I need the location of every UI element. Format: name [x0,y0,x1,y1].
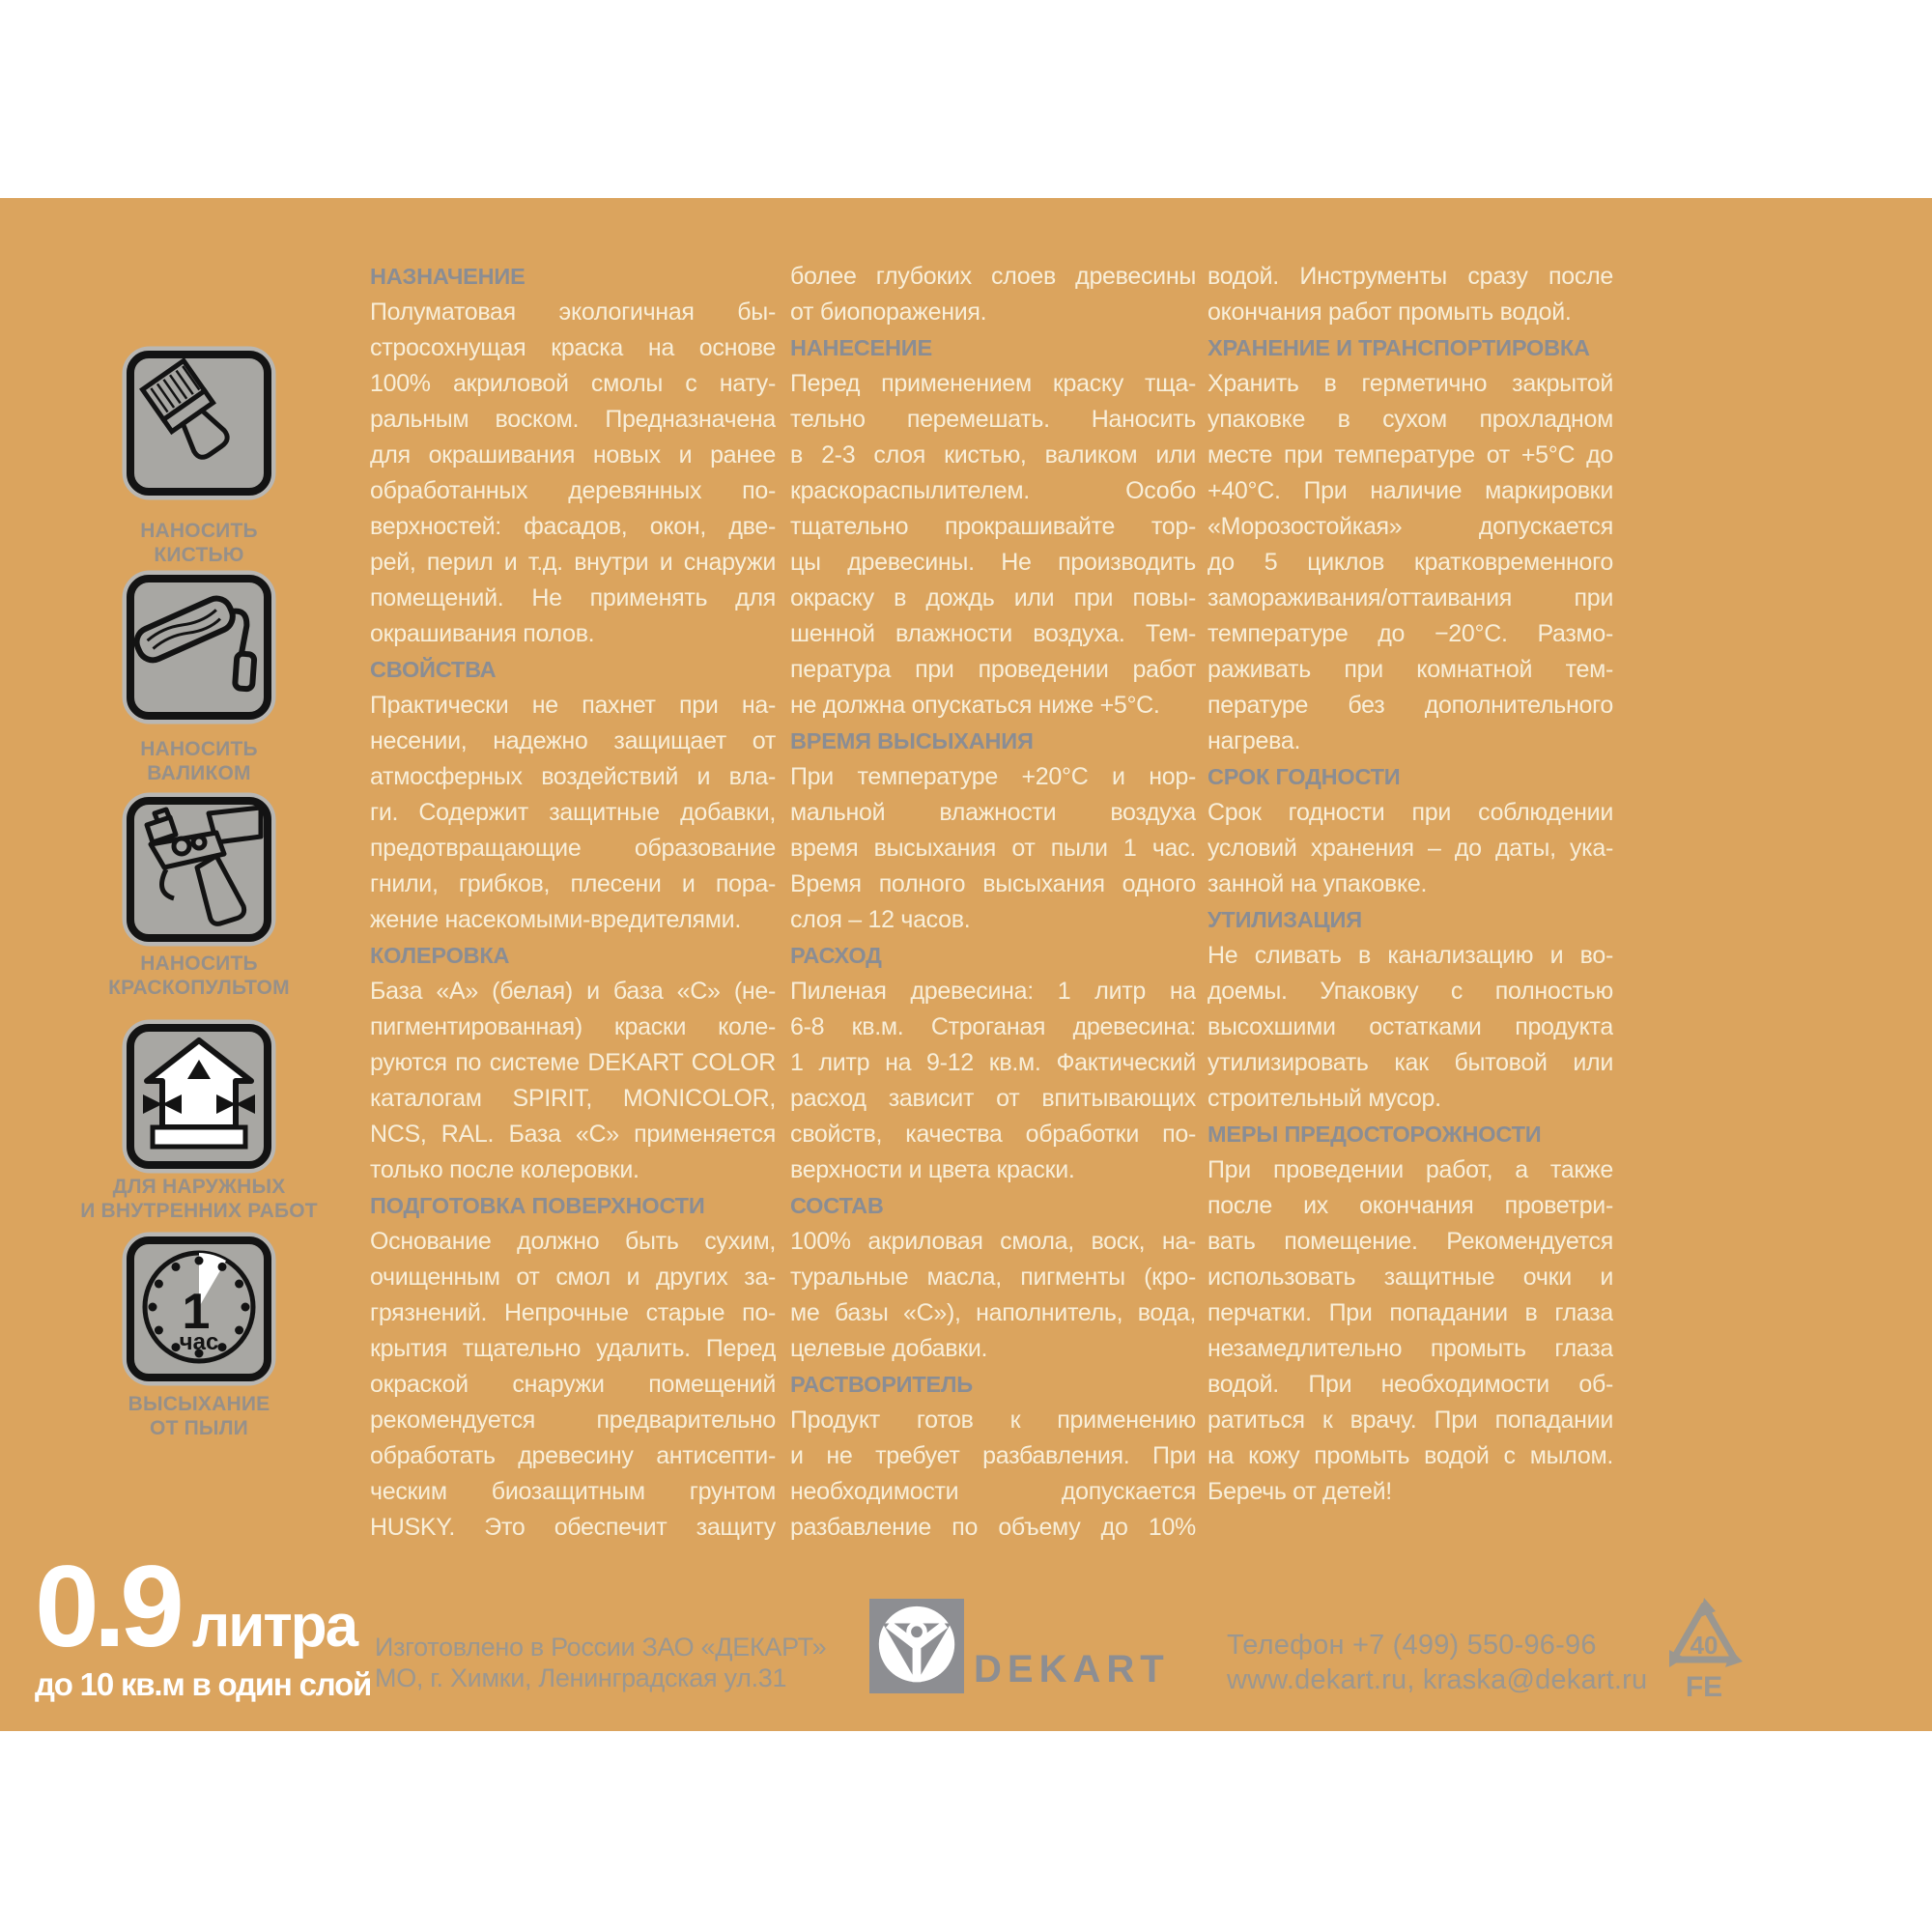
dekart-logo-mark [869,1599,964,1693]
text-line: ме базы «С»), наполнитель, вода, [790,1299,1196,1326]
website-email: www.dekart.ru, kraska@dekart.ru [1227,1664,1648,1695]
text-line: ческим биозащитным грунтом [370,1478,776,1505]
text-line: ги. Содержит защитные добавки, [370,799,776,826]
clock-icon [121,1232,277,1386]
icon-label-line: НАНОСИТЬ [140,738,258,760]
house-icon [121,1019,277,1174]
text-line: Беречь от детей! [1208,1478,1392,1505]
text-line: свойств, качества обработки по- [790,1121,1196,1148]
text-line: не должна опускаться ниже +5°С. [790,692,1160,719]
text-line: на кожу промыть водой с мылом. [1208,1442,1613,1469]
text-line: утилизировать как бытовой или [1208,1049,1613,1076]
icon-label-line: И ВНУТРЕННИХ РАБОТ [80,1200,318,1222]
text-line: При проведении работ, а также [1208,1156,1613,1183]
roller-icon [121,570,277,724]
text-line: цы древесины. Не производить [790,549,1196,576]
text-line: условий хранения – до даты, ука- [1208,835,1613,862]
text-line: в 2-3 слоя кистью, валиком или [790,441,1196,469]
text-line: При температуре +20°С и нор- [790,763,1196,790]
section-header: НАЗНАЧЕНИЕ [370,264,526,289]
text-line: вать помещение. Рекомендуется [1208,1228,1613,1255]
clock-icon-label [25,1392,373,1440]
text-line: 6-8 кв.м. Строганая древесина: [790,1013,1196,1040]
text-line: краскораспылителем. Особо [790,477,1196,504]
text-line: Не сливать в канализацию и во- [1208,942,1613,969]
text-line: верхности и цвета краски. [790,1156,1075,1183]
text-line: туральные масла, пигменты (кро- [790,1264,1196,1291]
text-line: перчатки. При попадании в глаза [1208,1299,1613,1326]
text-line: после их окончания проветри- [1208,1192,1613,1219]
text-line: очищенным от смол и других за- [370,1264,776,1291]
text-line: База «А» (белая) и база «С» (не- [370,978,776,1005]
text-line: помещений. Не применять для [370,584,776,611]
text-line: от биопоражения. [790,298,987,326]
text-line: атмосферных воздействий и вла- [370,763,776,790]
text-line: NCS, RAL. База «С» применяется [370,1121,776,1148]
text-line: слоя – 12 часов. [790,906,971,933]
section-header: ХРАНЕНИЕ И ТРАНСПОРТИРОВКА [1208,335,1590,360]
recycle-material-text: FE [1685,1671,1723,1703]
text-line: незамедлительно промыть глаза [1208,1335,1613,1362]
spray-gun-icon [121,792,277,947]
text-line: грязнений. Непрочные старые по- [370,1299,776,1326]
icon-label-line: ВЫСЫХАНИЕ [128,1393,270,1415]
clock-unit-text: час [179,1329,219,1355]
manufacturer-line: Изготовлено в России ЗАО «ДЕКАРТ» [375,1633,827,1662]
text-line: замораживания/оттаивания при [1208,584,1613,611]
text-line: нагрева. [1208,727,1301,754]
text-line: +40°С. При наличие маркировки [1208,477,1613,504]
text-line: водой. Инструменты сразу после [1208,263,1613,290]
text-line: гнили, грибков, плесени и пора- [370,870,776,897]
text-line: «Морозостойкая» допускается [1208,513,1613,540]
brush-icon [121,346,277,500]
column-1 [370,259,776,1546]
icon-label-line: КРАСКОПУЛЬТОМ [108,977,290,999]
text-line: ратиться к врачу. При попадании [1208,1406,1613,1434]
text-line: верхностей: фасадов, окон, две- [370,513,776,540]
text-line: необходимости допускается [790,1478,1196,1505]
clock-hour-text: 1 [182,1284,211,1340]
manufacturer-address: МО, г. Химки, Ленинградская ул.31 [375,1663,787,1692]
text-line: целевые добавки. [790,1335,988,1362]
text-line: Перед применением краску тща- [790,370,1196,397]
text-line: высохшими остатками продукта [1208,1013,1613,1040]
text-line: Пиленая древесина: 1 литр на [790,978,1196,1005]
column-2 [790,259,1196,1546]
text-line: Полуматовая экологичная бы- [370,298,776,326]
text-line: Время полного высыхания одного [790,870,1196,897]
text-line: упаковке в сухом прохладном [1208,406,1613,433]
text-line: пература при проведении работ [790,656,1196,683]
column-3 [1208,259,1613,1510]
text-line: предотвращающие образование [370,835,776,862]
manufacturer-info [375,1632,826,1693]
text-line: ральным воском. Предназначена [370,406,776,433]
text-line: 100% акриловой смолы с нату- [370,370,776,397]
text-line: руются по системе DEKART COLOR [370,1049,776,1076]
text-line: окраску в дождь или при повы- [790,584,1196,611]
icon-label-line: ВАЛИКОМ [147,762,251,784]
recycle-code-text: 40 [1690,1631,1719,1660]
icon-label-line: КИСТЬЮ [154,544,244,566]
text-line: рей, перил и т.д. внутри и снаружи [370,549,776,576]
section-header: КОЛЕРОВКА [370,943,510,968]
text-line: расход зависит от впитывающих [790,1085,1196,1112]
text-line: стросохнущая краска на основе [370,334,776,361]
section-header: МЕРЫ ПРЕДОСТОРОЖНОСТИ [1208,1122,1542,1147]
text-line: обработать древесину антисепти- [370,1442,776,1469]
text-line: Практически не пахнет при на- [370,692,776,719]
coverage-note: до 10 кв.м в один слой [35,1666,372,1702]
section-header: СРОК ГОДНОСТИ [1208,764,1401,789]
section-header: СОСТАВ [790,1193,884,1218]
roller-icon-label [25,737,373,785]
section-header: УТИЛИЗАЦИЯ [1208,907,1362,932]
dekart-logo-text: DEKART [974,1648,1170,1690]
text-line: и не требует разбавления. При [790,1442,1196,1469]
volume-unit: литра [191,1593,357,1660]
section-header: СВОЙСТВА [370,657,497,682]
text-line: 100% акриловая смола, воск, на- [790,1228,1196,1255]
text-line: несении, надежно защищает от [370,727,776,754]
text-line: тщательно прокрашивайте тор- [790,513,1196,540]
spray-gun-icon-label [25,952,373,1000]
recycle-icon [1663,1594,1745,1708]
text-line: обработанных деревянных по- [370,477,776,504]
section-header: ВРЕМЯ ВЫСЫХАНИЯ [790,728,1034,753]
text-line: температуре до −20°С. Размо- [1208,620,1613,647]
text-line: Срок годности при соблюдении [1208,799,1613,826]
dekart-logo [869,1599,1170,1693]
text-line: время высыхания от пыли 1 час. [790,835,1196,862]
text-line: каталогам SPIRIT, MONICOLOR, [370,1085,776,1112]
text-line: Хранить в герметично закрытой [1208,370,1613,397]
volume-value: 0.9 [35,1542,179,1671]
section-header: ПОДГОТОВКА ПОВЕРХНОСТИ [370,1193,705,1218]
text-line: рекомендуется предварительно [370,1406,776,1434]
text-line: месте при температуре от +5°С до [1208,441,1613,469]
text-line: пигментированная) краски коле- [370,1013,776,1040]
text-line: HUSKY. Это обеспечит защиту [370,1514,776,1541]
label-background [0,198,1932,1731]
icon-label-line: НАНОСИТЬ [140,520,258,542]
icon-label-line: ДЛЯ НАРУЖНЫХ [112,1176,286,1198]
brush-icon-label [25,519,373,567]
text-line: использовать защитные очки и [1208,1264,1613,1291]
text-line: водой. При необходимости об- [1208,1371,1613,1398]
text-line: мальной влажности воздуха [790,799,1196,826]
text-line: Основание должно быть сухим, [370,1228,776,1255]
text-line: разбавление по объему до 10% [790,1514,1196,1541]
phone-number: Телефон +7 (499) 550-96-96 [1227,1630,1597,1661]
contact-info [1227,1628,1647,1697]
text-line: окраской снаружи помещений [370,1371,776,1398]
text-line: крытия тщательно удалить. Перед [370,1335,776,1362]
text-line: тельно перемешать. Наносить [790,406,1196,433]
volume-row [35,1542,371,1671]
text-line: Продукт готов к применению [790,1406,1196,1434]
text-line: раживать при комнатной тем- [1208,656,1613,683]
text-line: окрашивания полов. [370,620,595,647]
text-line: пературе без дополнительного [1208,692,1613,719]
text-line: 1 литр на 9-12 кв.м. Фактический [790,1049,1196,1076]
text-line: более глубоких слоев древесины [790,263,1196,290]
text-line: для окрашивания новых и ранее [370,441,776,469]
section-header: РАСХОД [790,943,882,968]
text-line: до 5 циклов кратковременного [1208,549,1613,576]
text-line: окончания работ промыть водой. [1208,298,1572,326]
volume-block [35,1542,372,1703]
text-line: жение насекомыми-вредителями. [370,906,741,933]
text-line: только после колеровки. [370,1156,639,1183]
icon-label-line: НАНОСИТЬ [140,952,258,975]
text-line: шенной влажности воздуха. Тем- [790,620,1196,647]
text-line: строительный мусор. [1208,1085,1441,1112]
icon-label-line: ОТ ПЫЛИ [150,1417,248,1439]
text-line: доемы. Упаковку с полностью [1208,978,1613,1005]
house-icon-label [25,1175,373,1223]
section-header: НАНЕСЕНИЕ [790,335,932,360]
text-line: занной на упаковке. [1208,870,1428,897]
section-header: РАСТВОРИТЕЛЬ [790,1372,973,1397]
